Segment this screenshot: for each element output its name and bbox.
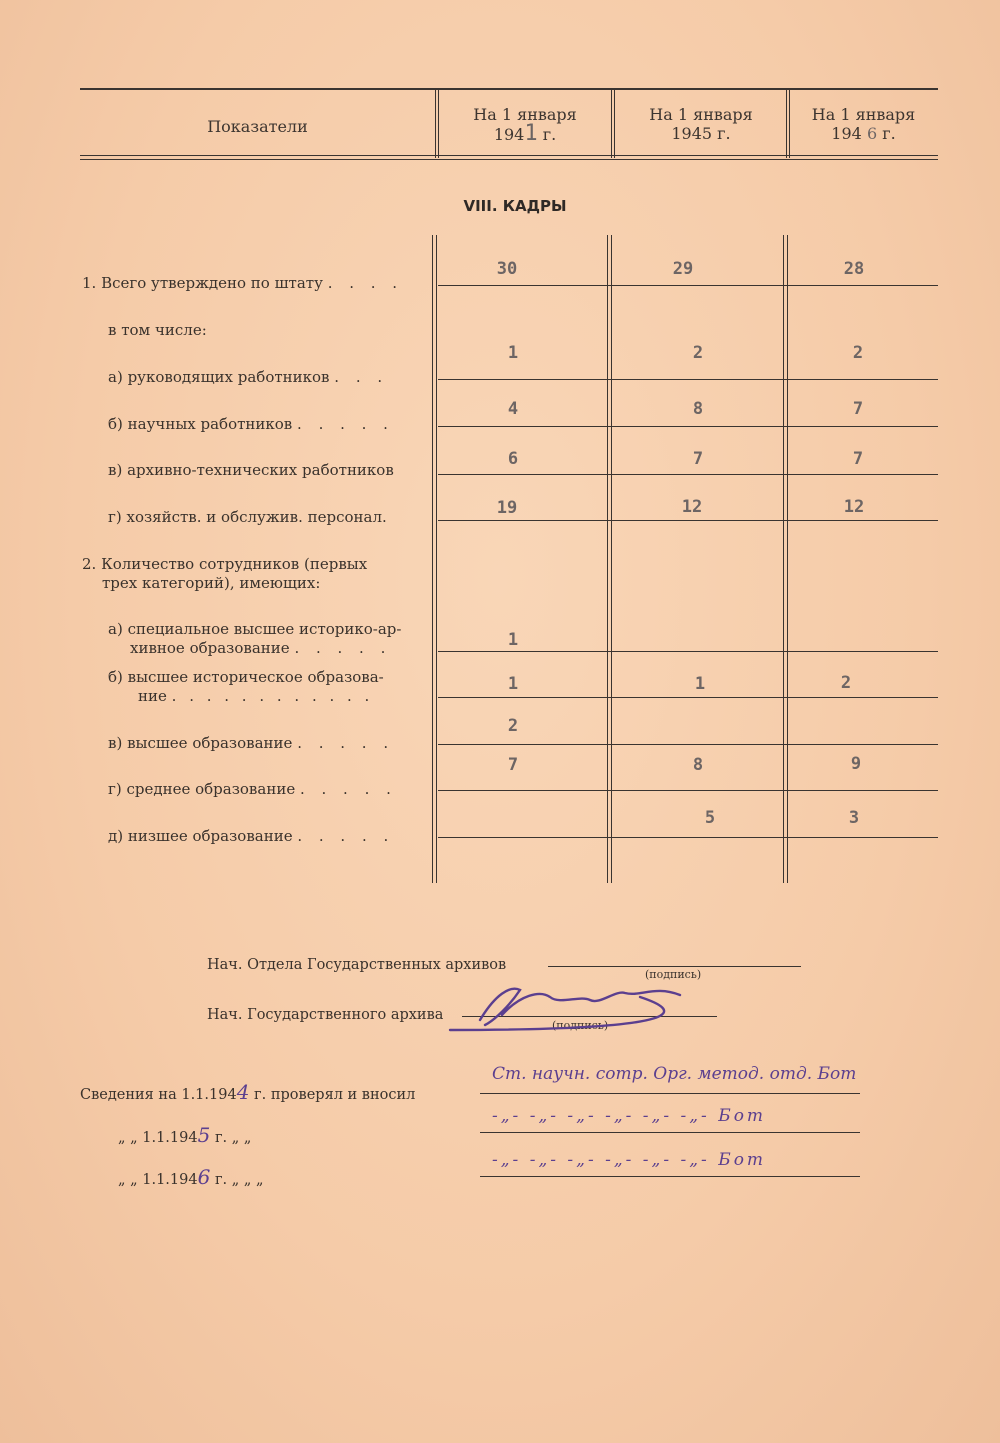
value-cell: 9 bbox=[850, 754, 862, 774]
row-service-staff-label: г) хозяйств. и обслужив. персонал. bbox=[108, 508, 387, 526]
row-staff-count-label: 2. Количество сотрудников (первых трех категорий), имеющих: bbox=[82, 555, 368, 592]
header-col-1941: На 1 января 1941 г. bbox=[473, 105, 577, 146]
rule-row-2b bbox=[438, 697, 938, 698]
value-cell: 2 bbox=[840, 673, 852, 693]
row-higher-label: в) высшее образование . . . . . bbox=[108, 734, 395, 752]
value-cell: 12 bbox=[681, 497, 703, 517]
value-cell: 7 bbox=[852, 449, 864, 469]
header-divider-3b bbox=[789, 90, 790, 158]
value-cell: 2 bbox=[507, 716, 519, 736]
head-of-department-sign-line bbox=[548, 966, 801, 967]
verification-hand-1: Ст. научн. сотр. Орг. метод. отд. Бот bbox=[492, 1064, 857, 1084]
header-divider-2b bbox=[614, 90, 615, 158]
row-special-higher-label: а) специальное высшее историко-ар- хивное образование . . . . . bbox=[108, 620, 402, 657]
row-including-label: в том числе: bbox=[108, 321, 207, 339]
body-divider-2 bbox=[607, 235, 608, 883]
value-cell: 2 bbox=[692, 343, 704, 363]
header-col-1945: На 1 января 1945 г. bbox=[649, 105, 753, 143]
value-cell: 8 bbox=[692, 755, 704, 775]
row-scientific-label: б) научных работников . . . . . bbox=[108, 415, 394, 433]
value-cell: 8 bbox=[692, 399, 704, 419]
body-divider-1b bbox=[436, 235, 437, 883]
row-higher-history-label: б) высшее историческое образова- ние . . . . . . . . . . . . bbox=[108, 668, 384, 705]
verification-hand-3: -„- -„- -„- -„- -„- -„- Бот bbox=[492, 1150, 767, 1170]
value-cell: 12 bbox=[843, 497, 865, 517]
rule-row-1 bbox=[438, 285, 938, 286]
header-indicators: Показатели bbox=[207, 117, 308, 136]
rule-row-2g bbox=[438, 790, 938, 791]
header-divider-2 bbox=[611, 90, 612, 158]
value-cell: 2 bbox=[852, 343, 864, 363]
verification-row-2: „ „ 1.1.1945 г. „ „ bbox=[118, 1123, 252, 1147]
section-title: VIII. КАДРЫ bbox=[463, 197, 567, 215]
row-primary-label: д) низшее образование . . . . . bbox=[108, 827, 395, 845]
rule-row-2d bbox=[438, 837, 938, 838]
header-bottom-rule bbox=[80, 155, 938, 156]
row-managers-label: а) руководящих работников . . . bbox=[108, 368, 389, 386]
value-cell: 5 bbox=[704, 808, 716, 828]
value-cell: 1 bbox=[694, 674, 706, 694]
row-archive-tech-label: в) архивно-технических работников bbox=[108, 461, 394, 479]
verification-row-1: Сведения на 1.1.1944 г. проверял и вносил bbox=[80, 1080, 416, 1104]
body-divider-2b bbox=[611, 235, 612, 883]
value-cell: 1 bbox=[507, 343, 519, 363]
body-divider-3 bbox=[783, 235, 784, 883]
header-divider-1b bbox=[438, 90, 439, 158]
verification-line-3 bbox=[480, 1176, 860, 1177]
rule-row-g bbox=[438, 520, 938, 521]
row-secondary-label: г) среднее образование . . . . . bbox=[108, 780, 397, 798]
header-divider-1 bbox=[435, 90, 436, 158]
rule-row-b bbox=[438, 426, 938, 427]
verification-row-3: „ „ 1.1.1946 г. „ „ „ bbox=[118, 1165, 264, 1189]
value-cell: 4 bbox=[507, 399, 519, 419]
value-cell: 7 bbox=[507, 755, 519, 775]
value-cell: 7 bbox=[852, 399, 864, 419]
signature-caption-2: (подпись) bbox=[552, 1019, 609, 1032]
header-top-rule bbox=[80, 88, 938, 90]
rule-row-2a bbox=[438, 651, 938, 652]
value-cell: 29 bbox=[672, 259, 694, 279]
body-divider-1 bbox=[432, 235, 433, 883]
rule-row-2v bbox=[438, 744, 938, 745]
verification-line-2 bbox=[480, 1132, 860, 1133]
body-divider-3b bbox=[787, 235, 788, 883]
value-cell: 19 bbox=[496, 498, 518, 518]
value-cell: 1 bbox=[507, 674, 519, 694]
value-cell: 1 bbox=[507, 630, 519, 650]
rule-row-a bbox=[438, 379, 938, 380]
rule-row-v bbox=[438, 474, 938, 475]
director-signature-icon bbox=[440, 975, 700, 1045]
head-of-department-label: Нач. Отдела Государственных архивов bbox=[207, 957, 507, 973]
value-cell: 6 bbox=[507, 449, 519, 469]
header-divider-3 bbox=[786, 90, 787, 158]
value-cell: 3 bbox=[848, 808, 860, 828]
value-cell: 7 bbox=[692, 449, 704, 469]
verification-line-1 bbox=[480, 1093, 860, 1094]
signature-caption-1: (подпись) bbox=[645, 968, 702, 981]
header-col-1946: На 1 января 194 6 г. bbox=[811, 105, 916, 143]
head-of-archive-label: Нач. Государственного архива bbox=[207, 1007, 444, 1023]
header-bottom-rule-2 bbox=[80, 159, 938, 160]
verification-hand-2: -„- -„- -„- -„- -„- -„- Бот bbox=[492, 1106, 767, 1126]
row-total-label: 1. Всего утверждено по штату . . . . bbox=[82, 274, 404, 292]
value-cell: 28 bbox=[843, 259, 865, 279]
value-cell: 30 bbox=[496, 259, 518, 279]
